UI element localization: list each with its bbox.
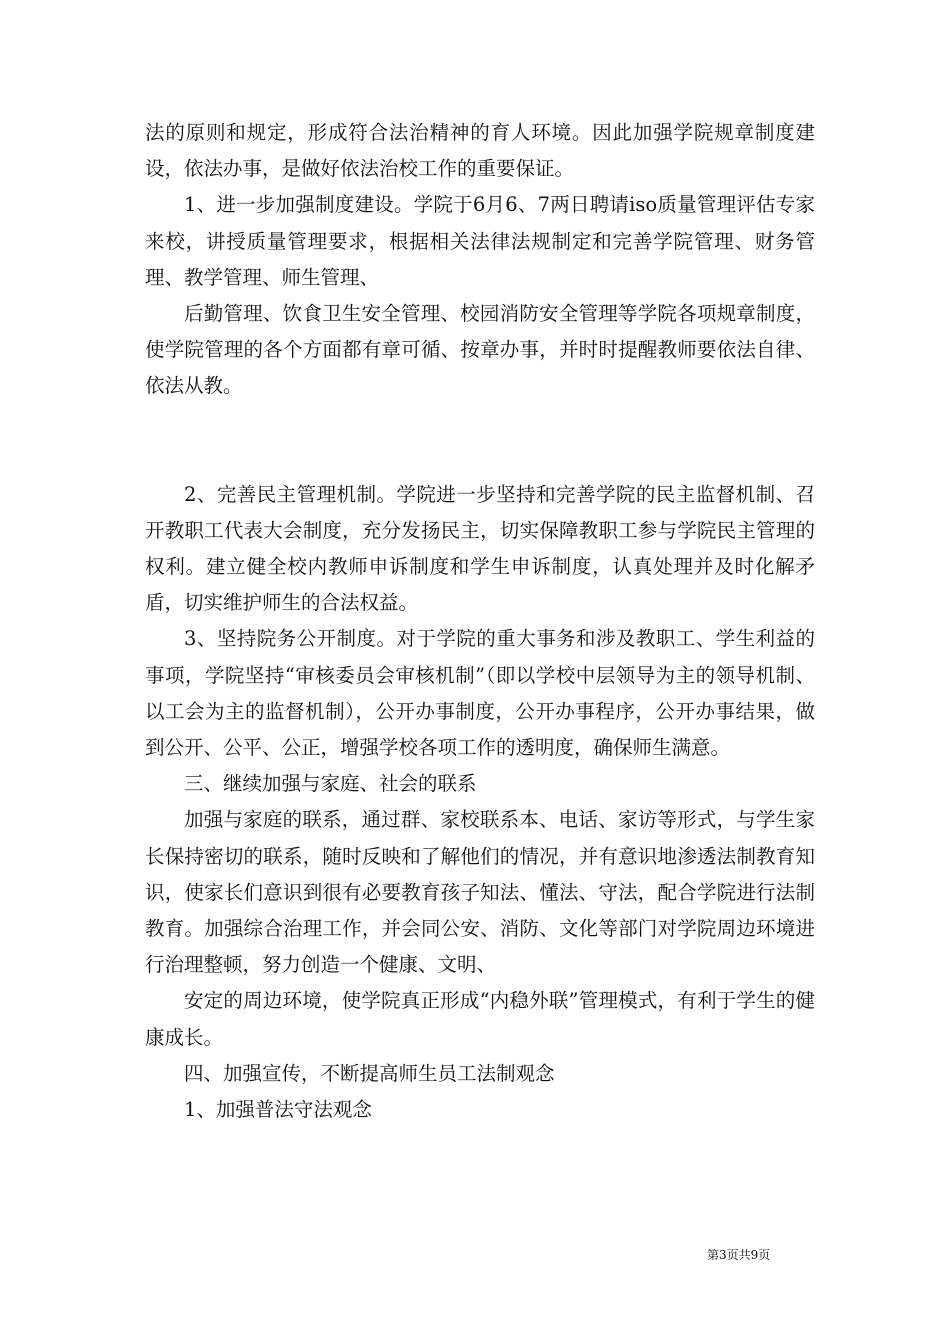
paragraph-gap xyxy=(145,405,815,477)
page-number-footer: 第3页共9页 xyxy=(707,1248,771,1262)
subsection-heading-1: 1、加强普法守法观念 xyxy=(184,1098,372,1122)
paragraph-6: 加强与家庭的联系，通过群、家校联系本、电话、家访等形式，与学生家长保持密切的联系，随时反映和了解他们的情况，并有意识地渗透法制教育知识，使家长们意识到很有必要教育孩子知法、懂法、守法，配合学院进行法制教育。加强综合治理工作，并会同公安、消防、文化等部门对学院周边环境进行治理整顿，努力创造一个健康、文明、 xyxy=(145,808,815,977)
paragraph-4: 2、完善民主管理机制。学院进一步坚持和完善学院的民主监督机制、召开教职工代表大会制度，充分发扬民主，切实保障教职工参与学院民主管理的权利。建立健全校内教师申诉制度和学生申诉制度，认真处理并及时化解矛盾，切实维护师生的合法权益。 xyxy=(145,482,815,615)
paragraph-3: 后勤管理、饮食卫生安全管理、校园消防安全管理等学院各项规章制度，使学院管理的各个方面都有章可循、按章办事，并时时提醒教师要依法自律、依法从教。 xyxy=(145,302,815,398)
section-heading-4: 四、加强宣传，不断提高师生员工法制观念 xyxy=(184,1061,555,1085)
document-body xyxy=(145,115,815,1128)
paragraph-1: 法的原则和规定，形成符合法治精神的育人环境。因此加强学院规章制度建设，依法办事，是做好依法治校工作的重要保证。 xyxy=(145,121,815,181)
paragraph-5: 3、坚持院务公开制度。对于学院的重大事务和涉及教职工、学生利益的事项，学院坚持“审核委员会审核机制”（即以学校中层领导为主的领导机制、以工会为主的监督机制），公开办事制度，公开办事程序，公开办事结果，做到公开、公平、公正，增强学校各项工作的透明度，确保师生满意。 xyxy=(145,627,815,760)
paragraph-2: 1、进一步加强制度建设。学院于6月6、7两日聘请iso质量管理评估专家来校，讲授质量管理要求，根据相关法律法规制定和完善学院管理、财务管理、教学管理、师生管理、 xyxy=(145,193,815,289)
section-heading-3: 三、继续加强与家庭、社会的联系 xyxy=(184,772,477,796)
paragraph-7: 安定的周边环境，使学院真正形成“内稳外联”管理模式，有利于学生的健康成长。 xyxy=(145,989,815,1049)
